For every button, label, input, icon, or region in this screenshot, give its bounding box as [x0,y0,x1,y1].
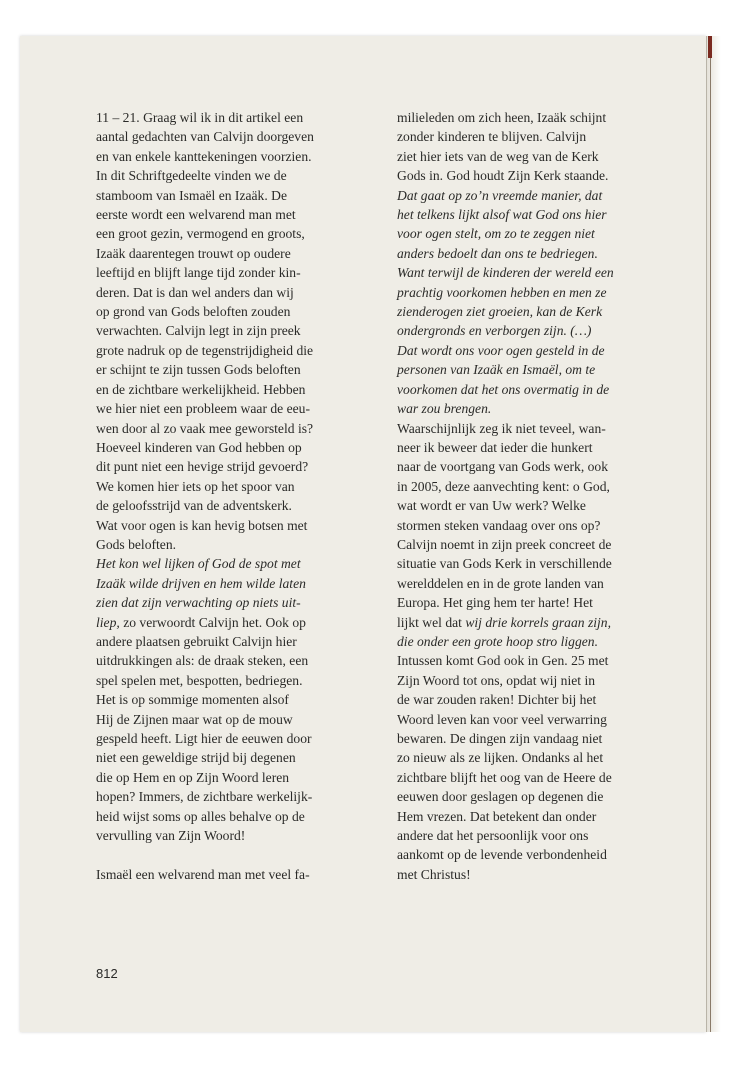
text-line: leeftijd en blijft lange tijd zonder kin- [96,265,301,281]
page-number: 812 [96,966,118,981]
text-line: heid wijst soms op alles behalve op de [96,808,305,824]
text-line: Hij de Zijnen maar wat op de mouw [96,711,293,727]
text-line: en van enkele kanttekeningen voorzien. [96,148,312,164]
text-line: Hoeveel kinderen van God hebben op [96,439,302,455]
text-line: ziet hier iets van de weg van de Kerk [397,148,599,164]
text-line: Europa. Het ging hem ter harte! Het [397,595,593,611]
text-line: die op Hem en op Zijn Woord leren [96,769,290,785]
text-line: We komen hier iets op het spoor van [96,478,295,494]
mixed-line [397,613,665,632]
text-line: een groot gezin, vermogend en groots, [96,226,305,242]
text-line: neer ik beweer dat ieder die hunkert [397,439,593,455]
text-line: aantal gedachten van Calvijn doorgeven [96,129,314,145]
text-line: verwachten. Calvijn legt in zijn preek [96,323,301,339]
text-fragment: lijkt wel dat [397,614,466,630]
text-line: zo nieuw als ze lijken. Ondanks al het [397,750,604,766]
text-line: Hem vrezen. Dat betekent dan onder [397,808,597,824]
mixed-line [96,613,368,632]
text-line: vervulling van Zijn Woord! [96,828,246,844]
text-line: eerste wordt een welvarend man met [96,207,296,223]
quote-line: Want terwijl de kinderen der wereld een [397,265,614,281]
text-line: Gods in. God houdt Zijn Kerk staande. [397,168,609,184]
text-line: spel spelen met, bespotten, bedriegen. [96,672,303,688]
text-line: stormen steken vandaag over ons op? [397,517,601,533]
text-line: hopen? Immers, de zichtbare werkelijk- [96,789,313,805]
text-line: Calvijn noemt in zijn preek concreet de [397,536,612,552]
paragraph-gap [96,845,368,864]
quote-line: het telkens lijkt alsof wat God ons hier [397,207,607,223]
quote-line: voorkomen dat het ons overmatig in de [397,381,610,397]
text-line: er schijnt te zijn tussen Gods beloften [96,362,301,378]
bookmark-ribbon [708,36,712,58]
text-line: naar de voortgang van Gods werk, ook [397,459,609,475]
text-line: Woord leven kan voor veel verwarring [397,711,607,727]
quote-fragment: liep, [96,614,120,630]
text-line: 11 – 21. Graag wil ik in dit artikel een [96,110,304,125]
text-line: in 2005, deze aanvechting kent: o God, [397,478,610,494]
text-line: Izaäk daarentegen trouwt op oudere [96,245,291,261]
text-column-right [397,108,665,884]
text-line: deren. Dat is dan wel anders dan wij [96,284,294,300]
quote-line: Dat gaat op zo’n vreemde manier, dat [397,187,603,203]
text-line: uitdrukkingen als: de draak steken, een [96,653,309,669]
text-line: niet een geweldige strijd bij degenen [96,750,296,766]
quote-line: voor ogen stelt, om zo te zeggen niet [397,226,595,242]
text-line: wen door al zo vaak mee geworsteld is? [96,420,314,436]
text-line: Ismaël een welvarend man met veel fa- [96,866,310,882]
text-line: Zijn Woord tot ons, opdat wij niet in [397,672,596,688]
text-line: milieleden om zich heen, Izaäk schijnt [397,110,607,125]
text-line: zichtbare blijft het oog van de Heere de [397,769,612,785]
quote-line: zien dat zijn verwachting op niets uit- [96,595,301,611]
text-line: andere plaatsen gebruikt Calvijn hier [96,633,297,649]
quote-line: Izaäk wilde drijven en hem wilde laten [96,575,306,591]
quote-line: personen van Izaäk en Ismaël, om te [397,362,596,378]
quote-line: prachtig voorkomen hebben en men ze [397,284,607,300]
text-line: zonder kinderen te blijven. Calvijn [397,129,587,145]
text-line: andere dat het persoonlijk voor ons [397,828,589,844]
text-line: en de zichtbare werkelijkheid. Hebben [96,381,306,397]
quote-fragment: wij drie korrels graan zijn, [465,614,611,630]
quote-line: die onder een grote hoop stro liggen. [397,633,598,649]
text-line: de geloofsstrijd van de adventskerk. [96,498,292,514]
text-line: aankomt op de levende verbondenheid [397,847,607,863]
text-line: Wat voor ogen is kan hevig botsen met [96,517,308,533]
text-line: In dit Schriftgedeelte vinden we de [96,168,287,184]
text-line: grote nadruk op de tegenstrijdigheid die [96,342,314,358]
text-line: Intussen komt God ook in Gen. 25 met [397,653,609,669]
page-stack-edge [706,36,721,1032]
text-line: werelddelen en in de grote landen van [397,575,604,591]
text-line: wat wordt er van Uw werk? Welke [397,498,586,514]
text-line: Gods beloften. [96,536,177,552]
quote-line: ondergronds en verborgen zijn. (…) [397,323,592,339]
quote-line: anders bedoelt dan ons te bedriegen. [397,245,598,261]
quote-line: Het kon wel lijken of God de spot met [96,556,301,572]
quote-line: war zou brengen. [397,401,492,417]
text-line: met Christus! [397,866,471,882]
text-line: Het is op sommige momenten alsof [96,692,289,708]
text-column-left [96,108,368,884]
text-line: dit punt niet een hevige strijd gevoerd? [96,459,309,475]
text-line: stamboom van Ismaël en Izaäk. De [96,187,287,203]
text-fragment: zo verwoordt Calvijn het. Ook op [119,614,306,630]
quote-line: Dat wordt ons voor ogen gesteld in de [397,342,605,358]
quote-line: zienderogen ziet groeien, kan de Kerk [397,304,603,320]
text-line: situatie van Gods Kerk in verschillende [397,556,612,572]
text-line: gespeld heeft. Ligt hier de eeuwen door [96,731,312,746]
text-line: bewaren. De dingen zijn vandaag niet [397,731,603,746]
text-line: op grond van Gods beloften zouden [96,304,291,320]
text-line: eeuwen door geslagen op degenen die [397,789,604,805]
text-line: Waarschijnlijk zeg ik niet teveel, wan- [397,420,606,436]
text-line: we hier niet een probleem waar de eeu- [96,401,310,417]
text-line: de war zouden raken! Dichter bij het [397,692,597,708]
